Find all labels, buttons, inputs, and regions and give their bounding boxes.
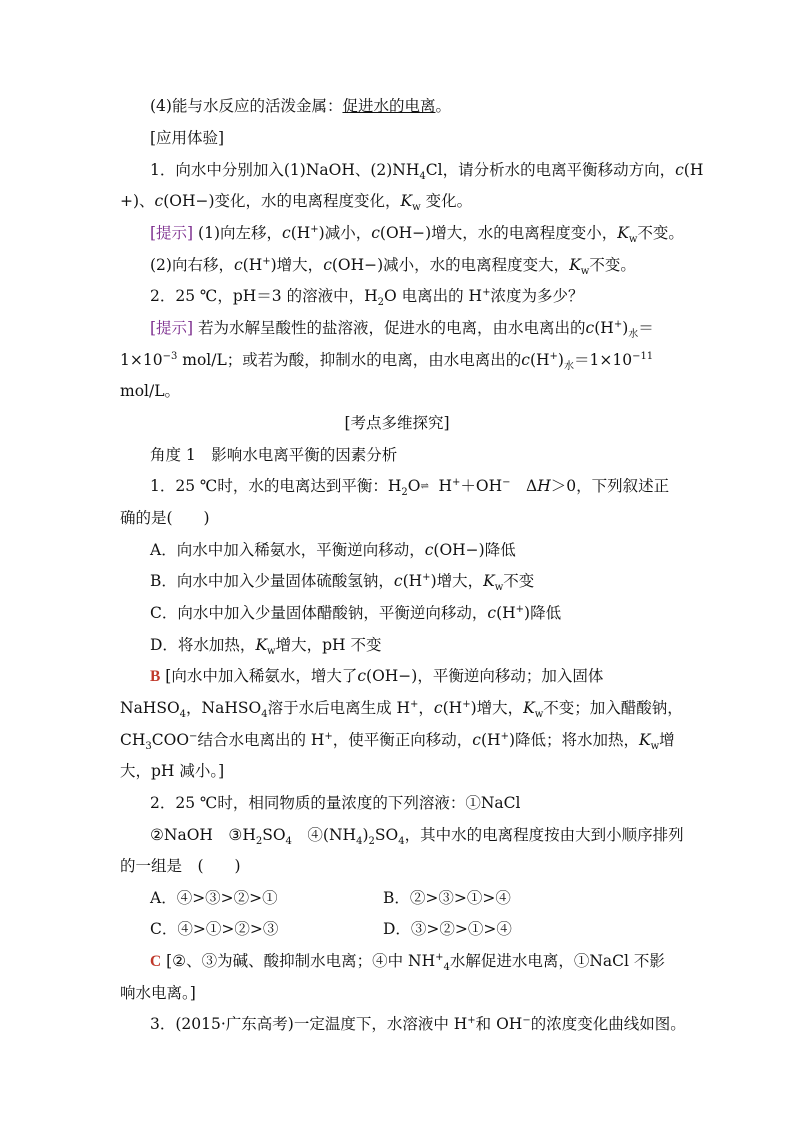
section-application: [应用体验] <box>150 129 225 147</box>
question-1-line-2: +)、c(OH−)变化，水的电离程度变化，$K_w$ 变化。 <box>120 192 473 214</box>
angle-heading: 角度 1 影响水电离平衡的因素分析 <box>150 446 398 464</box>
text-line-metals: (4)能与水反应的活泼金属：促进水的电离。 <box>150 97 451 115</box>
option-1a: A．向水中加入稀氨水，平衡逆向移动，c(OH−)降低 <box>150 541 516 559</box>
option-1c: C．向水中加入少量固体醋酸钠，平衡逆向移动，c(H+)降低 <box>150 603 562 622</box>
section-explore: [考点多维探究] <box>344 414 450 432</box>
problem-2-line-2: ②NaOH $③H_2SO_4$ $④(NH_4)_2SO_4$，其中水的电离程度按由大到小顺序排列 <box>150 826 684 848</box>
equilibrium-arrow-icon: ⇌ <box>420 481 429 492</box>
option-2b: B．②>③>①>④ <box>383 889 511 907</box>
option-1b: B．向水中加入少量固体硫酸氢钠，c(H+)增大，$K_w$不变 <box>150 571 535 594</box>
answer-letter: B <box>150 668 161 685</box>
explanation-2-line-2: 响水电离。] <box>120 984 196 1002</box>
hint-1-line-1: [提示] (1)向左移，c(H+)减小，c(OH−)增大，水的电离程度变小，$K_w$不变。 <box>150 223 684 246</box>
hint-2-line-3: mol/L。 <box>120 382 181 400</box>
question-2: 2．25 ℃，pH＝3 的溶液中，$H_2O$ 电离出的 H+浓度为多少？ <box>150 286 584 309</box>
option-2d: D．③>②>①>④ <box>383 920 512 938</box>
explanation-1-line-4: 大，pH 减小。] <box>120 762 225 780</box>
explanation-1-line-2: NaHSO$_4$，NaHSO$_4$溶于水后电离生成 H+，c(H+)增大，$K_w$不变；加入醋酸钠， <box>120 698 683 721</box>
problem-2-line-3: 的一组是 ( ) <box>120 857 241 875</box>
option-2a: A．④>③>②>① <box>150 889 278 907</box>
explanation-1-line-3: $CH_3COO^-$结合水电离出的 H+，使平衡正向移动，c(H+)降低；将水加热，$K_w$增 <box>120 730 675 753</box>
option-1d: D．将水加热，$K_w$增大，pH 不变 <box>150 636 382 658</box>
problem-1-line-2: 确的是( ) <box>120 509 210 527</box>
question-1-line-1: 1．向水中分别加入(1)NaOH、$(2)NH_4Cl$，请分析水的电离平衡移动方向，c(H <box>150 161 704 183</box>
explanation-2-line-1: C [②、③为碱、酸抑制水电离；④中 $NH^+_4$水解促进水电离，①NaCl 不影 <box>150 951 665 974</box>
problem-3-line-1: 3．(2015·广东高考)一定温度下，水溶液中 H+和 OH−的浓度变化曲线如图。 <box>150 1014 686 1033</box>
hint-2-line-2: $1\times 10^{-3}$ mol/L；或若为酸，抑制水的电离，由水电离出的$c(H^+)_水=1\times 10^{-11}$ <box>120 350 654 373</box>
hint-1-line-2: (2)向右移，c(H+)增大，c(OH−)减小，水的电离程度变大，$K_w$不变。 <box>150 255 636 278</box>
hint-tag: [提示] <box>150 224 194 242</box>
hint-2-line-1: [提示] 若为水解呈酸性的盐溶液，促进水的电离，由水电离出的$c(H^+)_水=$ <box>150 318 654 341</box>
explanation-1-line-1: B [向水中加入稀氨水，增大了c(OH−)，平衡逆向移动；加入固体 <box>150 667 604 685</box>
problem-2-line-1: 2．25 ℃时，相同物质的量浓度的下列溶液：①NaCl <box>150 794 521 812</box>
answer-letter: C <box>150 953 162 970</box>
option-2c: C．④>①>②>③ <box>150 920 279 938</box>
problem-1-line-1: 1．25 ℃时，水的电离达到平衡：$H_2O\rightleftharpoons$ H+＋OH− ΔH＞0，下列叙述正 <box>150 476 670 499</box>
